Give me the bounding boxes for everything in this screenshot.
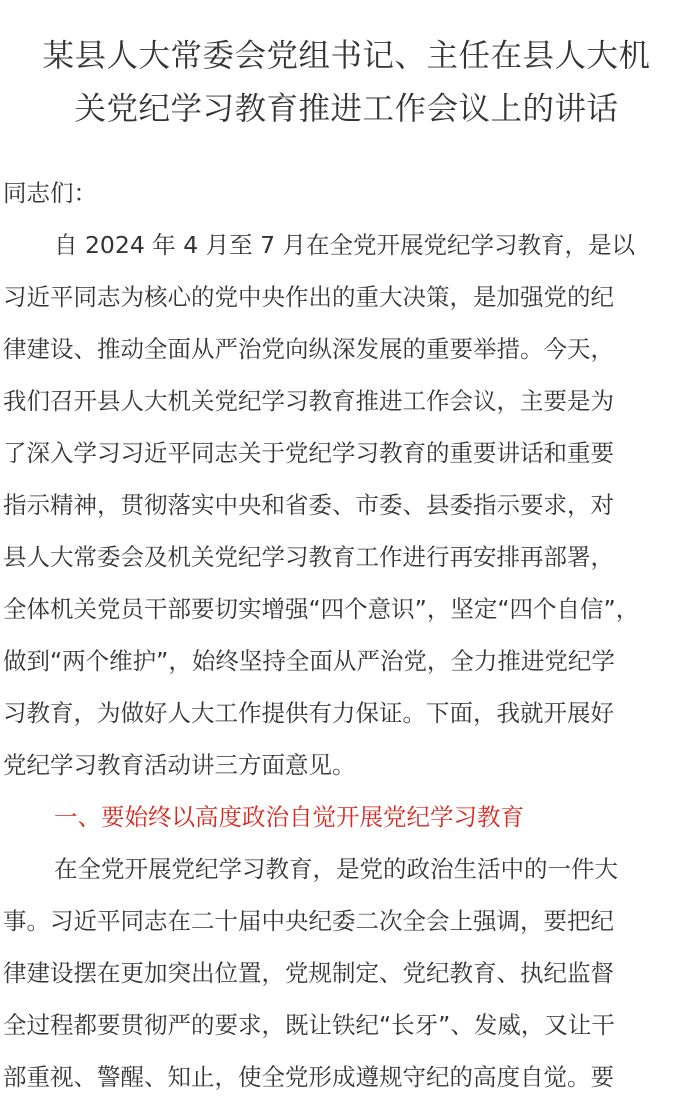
paragraph-intro	[3, 219, 693, 791]
section-heading-1: 一、要始终以高度政治自觉开展党纪学习教育	[54, 803, 524, 831]
paragraph-line: 事。习近平同志在二十届中央纪委二次全会上强调，要把纪	[3, 907, 614, 935]
paragraph-line: 我们召开县人大机关党纪学习教育推进工作会议，主要是为	[3, 387, 614, 415]
paragraph-section-1	[3, 843, 693, 1097]
paragraph-line: 做到“两个维护”，始终坚持全面从严治党，全力推进党纪学	[3, 647, 615, 675]
paragraph-line: 律建设摆在更加突出位置，党规制定、党纪教育、执纪监督	[3, 959, 614, 987]
title-line-2: 关党纪学习教育推进工作会议上的讲话	[74, 91, 619, 127]
paragraph-line: 自 2024 年 4 月至 7 月在全党开展党纪学习教育，是以	[54, 231, 636, 259]
paragraph-line: 律建设、推动全面从严治党向纵深发展的重要举措。今天，	[3, 335, 614, 363]
speech-body	[0, 167, 693, 1097]
greeting: 同志们：	[3, 179, 97, 207]
paragraph-line: 指示精神，贯彻落实中央和省委、市委、县委指示要求，对	[3, 491, 614, 519]
paragraph-line: 习近平同志为核心的党中央作出的重大决策，是加强党的纪	[3, 283, 614, 311]
paragraph-line: 在全党开展党纪学习教育，是党的政治生活中的一件大	[54, 855, 618, 883]
paragraph-line: 全体机关党员干部要切实增强“四个意识”，坚定“四个自信”，	[3, 595, 640, 623]
paragraph-line: 习教育，为做好人大工作提供有力保证。下面，我就开展好	[3, 699, 614, 727]
paragraph-line: 部重视、警醒、知止，使全党形成遵规守纪的高度自觉。要	[3, 1063, 614, 1091]
title-line-1: 某县人大常委会党组书记、主任在县人大机	[42, 38, 651, 74]
paragraph-line: 党纪学习教育活动讲三方面意见。	[3, 751, 356, 779]
paragraph-line: 了深入学习习近平同志关于党纪学习教育的重要讲话和重要	[3, 439, 614, 467]
paragraph-line: 全过程都要贯彻严的要求，既让铁纪“长牙”、发威，又让干	[3, 1011, 615, 1039]
page-title	[0, 0, 693, 136]
paragraph-line: 县人大常委会及机关党纪学习教育工作进行再安排再部署，	[3, 543, 614, 571]
